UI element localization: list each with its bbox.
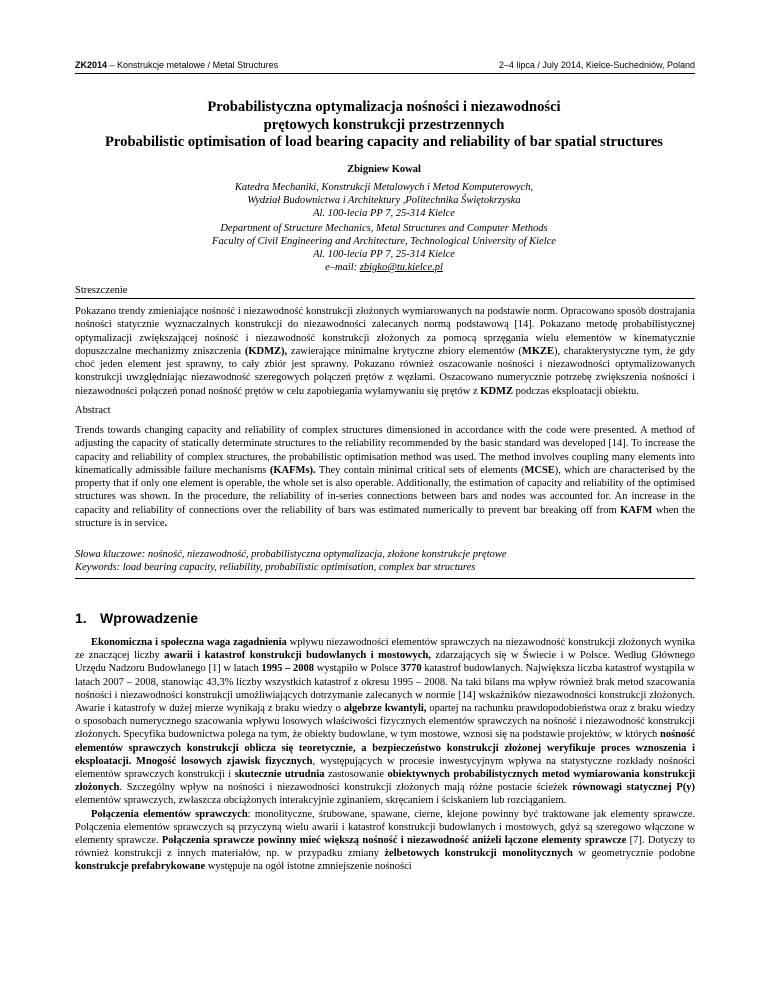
header-conference: ZK2014 – Konstrukcje metalowe / Metal Structures: [75, 60, 279, 70]
divider-bottom: [75, 578, 695, 579]
header-date-location: 2–4 lipca / July 2014, Kielce-Suchedniów, Poland: [498, 60, 695, 70]
keywords-en: Keywords: load bearing capacity, reliability, probabilistic optimisation, complex bar structures: [75, 562, 476, 573]
author-name: Zbigniew Kowal: [347, 164, 421, 175]
divider-top: [75, 298, 695, 299]
streszczenie-label: Streszczenie: [75, 285, 128, 296]
paper-title: [60, 99, 708, 152]
body-paragraph-2: Połączenia elementów sprawczych: monolityczne, śrubowane, spawane, cierne, klejone powinny być traktowane jak elementy sprawcze. Połączenia elementów sprawczych są przyczyną wielu awarii i katastrof konstrukcji budowlanych i mostowych, gdyż są szeregowo włączone w elementy sprawcze. Połączenia sprawcze powinny mieć większą nośność i niezawodność aniżeli łączone elementy sprawcze [7]. Dotyczy to również konstrukcji z innych materiałów, np. w przypadku zmiany żelbetowych konstrukcji monolitycznych w geometrycznie podobne konstrukcje prefabrykowane występuje na ogół istotne zmniejszenie nośności: [75, 808, 696, 873]
body-paragraph-1: Ekonomiczna i społeczna waga zagadnienia wpływu niezawodności elementów sprawczych na niezawodność konstrukcji złożonych wynika ze znaczącej liczby awarii i katastrof konstrukcji budowlanych i mostowych, zdarzających się w Świecie i w Polsce. Według Głównego Urzędu Nadzoru Budowlanego [1] w latach 1995 – 2008 wystąpiło w Polsce 3770 katastrof budowlanych. Największa liczba katastrof wystąpiła w latach 2007 – 2008, stanowiąc 43,3% liczby wszystkich katastrof z okresu 1995 – 2008. Na taki bilans ma wpływ również brak metod szacowania nośności i niezawodności konstrukcji umożliwiających dotrzymanie zalecanych w normie [14] wskaźników niezawodności konstrukcji złożonych. Awarie i katastrofy w dużej mierze wynikają z braku wiedzy o algebrze kwantyli, opartej na rachunku prawdopodobieństwa oraz z braku wiedzy o sposobach numerycznego szacowania wpływu losowych właściwości fizycznych elementów sprawczych na nośność i niezawodność konstrukcji złożonych. Specyfika budownictwa polega na tym, że obiekty budowlane, w tym mostowe, wznosi się na podstawie projektów, w których nośność elementów sprawczych konstrukcji oblicza się teoretycznie, a bezpieczeństwo konstrukcji złożonej weryfikuje proces wznoszenia i eksploatacji. Mnogość losowych zjawisk fizycznych, występujących w procesie inwestycyjnym wpływa na statystyczne rozkłady nośności elementów sprawczych konstrukcji i skutecznie utrudnia zastosowanie obiektywnych probabilistycznych metod wymiarowania konstrukcji złożonych. Szczególny wpływ na nośności i niezawodności konstrukcji złożonych mają różne postacie ścieżek równowagi statycznej P(y) elementów sprawczych, zwłaszcza obciążonych interakcyjnie zginaniem, skręcaniem i ściskaniem lub rozciąganiem.: [75, 637, 696, 807]
title-line-2: prętowych konstrukcji przestrzennych: [263, 116, 505, 133]
title-line-3: Probabilistic optimisation of load bearing capacity and reliability of bar spatial structures: [105, 134, 663, 150]
abstract-label: Abstract: [75, 405, 111, 416]
affiliation-english: Department of Structure Mechanics, Metal Structures and Computer Methods Faculty of Civil Engineering and Architecture, Technological University of Kielce Al. 100-lecia PP 7, 25-314 Kielce e–mail: zbigko@tu.kielce.pl: [60, 222, 708, 274]
email-line: e–mail: zbigko@tu.kielce.pl: [325, 262, 443, 273]
title-line-1: Probabilistyczna optymalizacja nośności i niezawodności: [207, 99, 561, 115]
affiliation-polish: Katedra Mechaniki, Konstrukcji Metalowych i Metod Komputerowych, Wydział Budownictwa i Architektury ,Politechnika Świętokrzyska Al. 100-lecia PP 7, 25-314 Kielce: [234, 182, 534, 219]
running-header: [75, 59, 695, 74]
section-body: [75, 636, 695, 874]
keywords: [75, 548, 695, 574]
keywords-pl: Słowa kluczowe: nośność, niezawodność, probabilistyczna optymalizacja, złożone konstrukcje prętowe: [75, 549, 507, 560]
email-link[interactable]: zbigko@tu.kielce.pl: [359, 262, 443, 273]
section-heading: 1. Wprowadzenie: [75, 610, 199, 626]
abstract-text: Trends towards changing capacity and reliability of complex structures dimensioned in accordance with the code were presented. A method of adjusting the capacity of statically determinate structures to the reliability recommended by the basic standard was developed [14]. To increase the capacity and reliability of complex structures, the probabilistic optimisation method was used. The method involves coupling many elements into kinematically admissible failure mechanisms (KAFMs). They contain minimal critical sets of elements (MCSE), which are characterised by the property that if only one element is operable, the whole set is also operable. Additionally, the estimation of capacity and reliability of the optimised structures was shown. In the procedure, the reliability of in-series connections between bars and nodes was accounted for. An increase in the capacity and reliability of connections over the reliability of bars was estimated numerically to prevent bar breaking off from KAFM when the structure is in service.: [75, 425, 695, 530]
streszczenie-text: Pokazano trendy zmieniające nośność i niezawodność konstrukcji złożonych wymiarowanych na podstawie norm. Opracowano sposób dostrajania nośności statycznie wyznaczalnych konstrukcji do niezawodności zalecanych normą podstawową [14]. Pokazano metodę probabilistycznej optymalizacji zwiększającej nośność i niezawodność konstrukcji złożonych za pomocą sprzęgania wielu elementów w kinematycznie dopuszczalne mechanizmy zniszczenia (KDMZ), zawierające minimalne krytyczne zbiory elementów (MKZE), charakterystyczne tym, że gdy choć jeden element jest sprawny, to cały zbiór jest sprawny. Pokazano również oszacowanie nośności i niezawodności optymalizowanych konstrukcji uwzględniając niezawodność szeregowych połączeń prętów z węzłami. Oszacowano numerycznie potrzebę zwiększenia nośności i niezawodności połączeń ponad nośność prętów w celu zapobiegania wyłamywaniu się prętów z KDMZ podczas eksploatacji obiektu.: [75, 306, 695, 397]
